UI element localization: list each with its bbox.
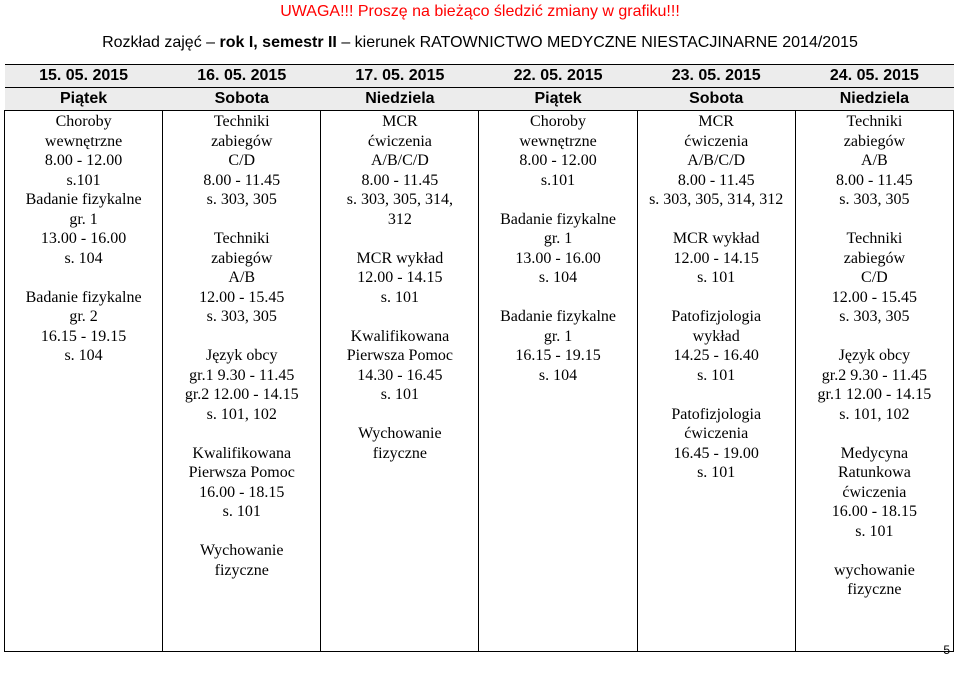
class-line: s. 303, 305 [839, 191, 910, 208]
class-line: s. 101 [380, 288, 419, 306]
class-line: Choroby [55, 113, 112, 130]
class-line: s. 101 [855, 522, 894, 540]
schedule-subtitle [0, 33, 960, 53]
class-line: 312 [387, 210, 412, 228]
class-line: s. 101 [697, 269, 736, 286]
class-line: s. 303, 305 [839, 308, 910, 325]
date-cell: 24. 05. 2015 [795, 65, 953, 88]
day-cell: Sobota [637, 88, 795, 111]
class-line: gr.2 12.00 - 14.15 [184, 386, 299, 403]
class-line: s. 104 [64, 347, 103, 364]
class-line: 12.00 - 14.15 [673, 249, 759, 267]
line-gap [163, 424, 320, 444]
class-line: fizyczne [372, 444, 427, 462]
class-line: wychowanie [833, 561, 915, 579]
date-cell: 15. 05. 2015 [5, 65, 163, 88]
line-gap [321, 405, 478, 425]
class-line: 8.00 - 11.45 [836, 171, 913, 189]
class-line: C/D [228, 152, 256, 169]
class-line: 16.00 - 18.15 [831, 503, 918, 520]
class-line: MCR [382, 113, 418, 130]
class-line: 16.15 - 19.15 [40, 327, 127, 345]
class-line: MCR [698, 113, 734, 130]
class-line: s. 303, 305, 314, [346, 191, 453, 208]
class-line: s. 303, 305, 314, 312 [649, 191, 784, 208]
class-line: Kwalifikowana [192, 444, 292, 462]
line-gap [321, 307, 478, 327]
class-line: 16.45 - 19.00 [673, 444, 759, 462]
subtitle-bold: rok I, semestr II [219, 34, 337, 51]
subtitle-suffix: – kierunek RATOWNICTWO MEDYCZNE NIESTACJINARNE 2014/2015 [336, 34, 858, 51]
line-gap [796, 541, 953, 561]
class-line: gr. 1 [543, 327, 573, 345]
class-line: 8.00 - 11.45 [677, 171, 755, 189]
date-row [5, 65, 954, 88]
classes-cell [637, 111, 795, 652]
class-line: 14.25 - 16.40 [673, 347, 759, 364]
class-line: s. 101 [697, 366, 736, 384]
class-line: ćwiczenia [367, 132, 432, 150]
class-line: Pierwsza Pomoc [346, 347, 453, 364]
class-line: Techniki [846, 230, 903, 247]
class-line: s. 101 [697, 464, 736, 481]
class-line: wewnętrzne [519, 132, 597, 150]
class-line: Badanie fizykalne [500, 308, 617, 325]
class-line: gr.1 12.00 - 14.15 [817, 386, 932, 403]
class-line: zabiegów [211, 132, 273, 150]
classes-cell [5, 111, 163, 652]
class-line: C/D [861, 269, 888, 286]
class-line: zabiegów [843, 249, 906, 267]
classes-row [5, 111, 954, 652]
class-line: ćwiczenia [684, 132, 749, 150]
class-line: Techniki [213, 113, 270, 130]
class-line: zabiegów [843, 132, 906, 150]
page-number: 5 [943, 643, 950, 657]
class-line: 8.00 - 11.45 [203, 171, 281, 189]
class-line: s. 101 [380, 386, 419, 403]
class-line: Choroby [530, 113, 587, 130]
class-line: s. 104 [64, 249, 103, 267]
class-line: Medycyna [840, 444, 909, 462]
classes-cell [321, 111, 479, 652]
line-gap [638, 288, 795, 308]
class-line: 8.00 - 12.00 [44, 152, 123, 169]
class-line: s. 101, 102 [839, 405, 910, 423]
class-line: A/B [228, 269, 256, 286]
day-cell: Piątek [5, 88, 163, 111]
day-cell: Piątek [479, 88, 637, 111]
class-line: gr.2 9.30 - 11.45 [821, 366, 927, 384]
day-cell: Niedziela [321, 88, 479, 111]
class-line: A/B/C/D [687, 152, 746, 169]
class-line: 14.30 - 16.45 [357, 366, 443, 384]
class-line: Badanie fizykalne [500, 210, 617, 228]
class-line: 12.00 - 15.45 [831, 288, 918, 306]
class-line: gr. 2 [69, 308, 98, 325]
subtitle-prefix: Rozkład zajęć – [102, 34, 220, 51]
date-cell: 22. 05. 2015 [479, 65, 637, 88]
day-cell: Sobota [163, 88, 321, 111]
class-line: s. 101, 102 [206, 405, 277, 423]
line-gap [479, 190, 636, 210]
class-line: 8.00 - 11.45 [361, 171, 439, 189]
class-line: wewnętrzne [44, 132, 123, 150]
line-gap [5, 268, 162, 288]
line-gap [796, 210, 953, 230]
line-gap [163, 327, 320, 347]
class-line: s. 104 [538, 366, 578, 384]
class-line: ćwiczenia [684, 425, 749, 442]
line-gap [796, 327, 953, 347]
class-line: MCR wykład [672, 230, 760, 247]
class-line: A/B/C/D [370, 152, 429, 169]
class-line: fizyczne [847, 581, 902, 598]
class-line: Ratunkowa [837, 464, 911, 481]
day-cell: Niedziela [795, 88, 953, 111]
line-gap [638, 385, 795, 405]
class-line: ćwiczenia [842, 483, 907, 501]
class-line: Patofizjologia [671, 308, 762, 325]
line-gap [321, 229, 478, 249]
line-gap [163, 522, 320, 542]
date-cell: 23. 05. 2015 [637, 65, 795, 88]
class-line: s. 303, 305 [206, 308, 277, 325]
class-line: 12.00 - 15.45 [199, 288, 285, 306]
date-cell: 17. 05. 2015 [321, 65, 479, 88]
line-gap [638, 210, 795, 230]
class-line: 16.00 - 18.15 [199, 483, 285, 501]
class-line: 12.00 - 14.15 [357, 269, 443, 286]
warning-banner: UWAGA!!! Proszę na bieżąco śledzić zmiany w grafiku!!! [280, 3, 680, 20]
class-line: Wychowanie [358, 425, 442, 442]
class-line: fizyczne [214, 561, 269, 579]
class-line: A/B [861, 152, 888, 169]
class-line: 16.15 - 19.15 [515, 347, 601, 364]
class-line: zabiegów [211, 249, 273, 267]
line-gap [479, 288, 636, 308]
class-line: Techniki [846, 113, 903, 130]
class-line: MCR wykład [356, 249, 444, 267]
class-line: gr. 1 [543, 230, 573, 247]
class-line: Kwalifikowana [350, 327, 450, 345]
class-line: gr.1 9.30 - 11.45 [189, 366, 295, 384]
classes-cell [479, 111, 637, 652]
class-line: 8.00 - 12.00 [519, 152, 597, 169]
class-line: gr. 1 [69, 210, 98, 228]
class-line: Pierwsza Pomoc [188, 464, 295, 481]
schedule-table [4, 64, 954, 652]
class-line: s.101 [66, 171, 101, 189]
class-line: wykład [692, 327, 740, 345]
class-line: Język obcy [205, 347, 278, 364]
class-line: Patofizjologia [671, 405, 762, 423]
class-line: Wychowanie [200, 542, 284, 559]
class-line: s. 104 [538, 269, 578, 286]
class-line: 13.00 - 16.00 [515, 249, 601, 267]
classes-cell [795, 111, 953, 652]
day-row [5, 88, 954, 111]
class-line: 13.00 - 16.00 [40, 230, 127, 247]
class-line: Język obcy [838, 347, 911, 364]
classes-cell [163, 111, 321, 652]
class-line: s. 303, 305 [206, 191, 277, 208]
date-cell: 16. 05. 2015 [163, 65, 321, 88]
class-line: Badanie fizykalne [25, 191, 142, 208]
class-line: Techniki [213, 230, 270, 247]
class-line: s.101 [540, 171, 576, 189]
line-gap [163, 210, 320, 230]
class-line: s. 101 [222, 503, 261, 520]
line-gap [796, 424, 953, 444]
class-line: Badanie fizykalne [25, 288, 142, 306]
